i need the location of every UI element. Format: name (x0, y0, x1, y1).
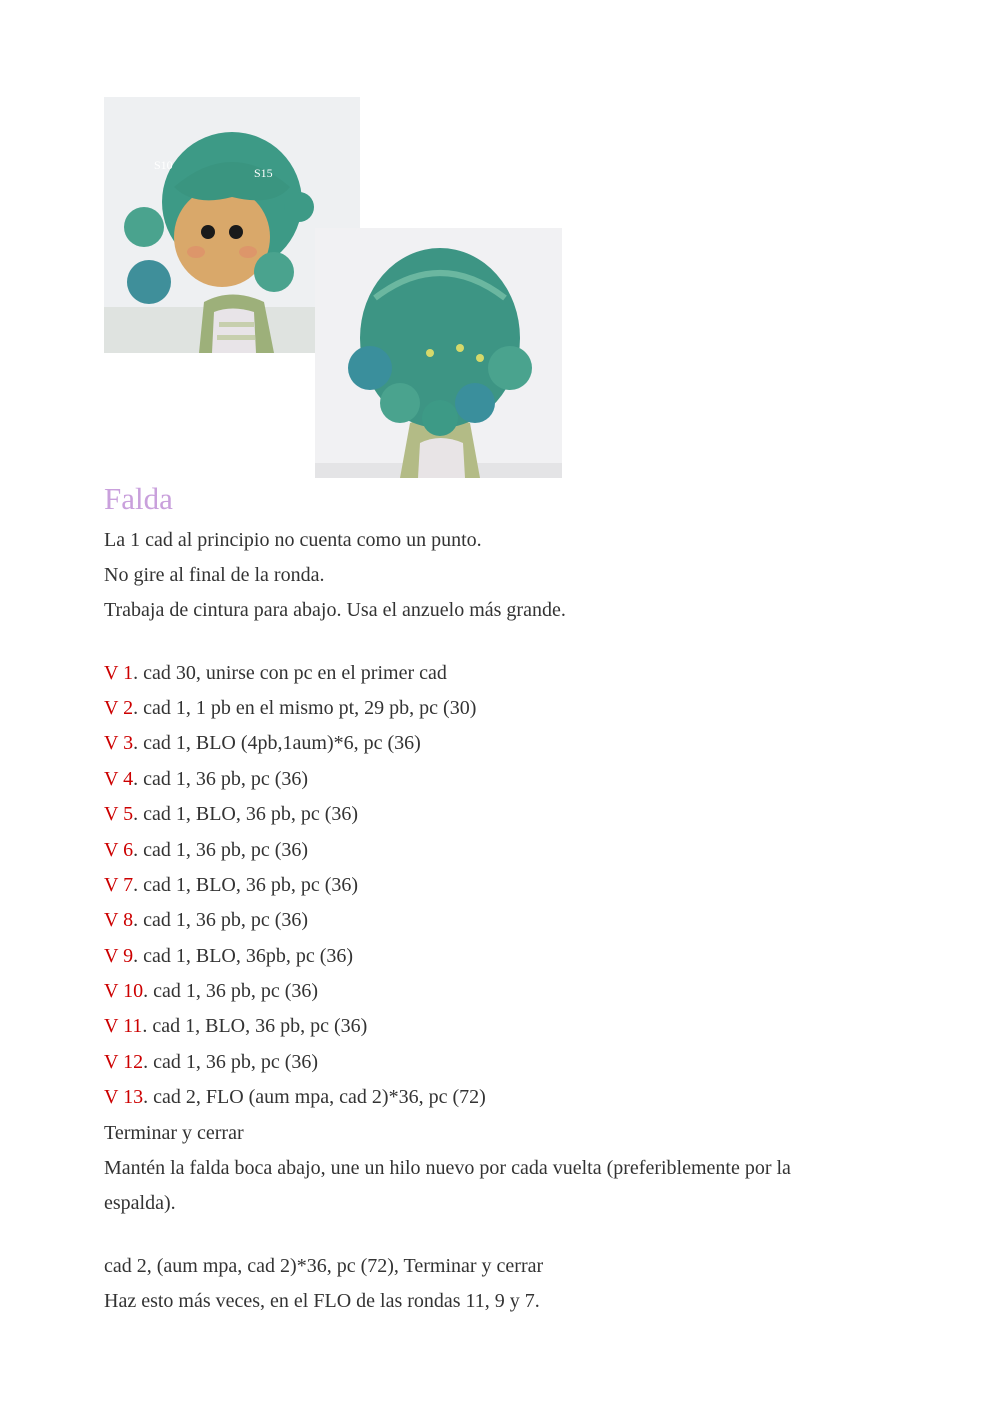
section-title: Falda (104, 481, 173, 516)
svg-text:S15: S15 (254, 166, 273, 180)
round-row (104, 1083, 486, 1111)
intro-line: No gire al final de la ronda. (104, 564, 325, 586)
doll-back-illustration (315, 228, 562, 478)
round-row (104, 977, 318, 1005)
round-text: . cad 1, BLO, 36pb, pc (36) (133, 945, 354, 967)
round-label: V 4 (104, 768, 134, 790)
round-row (104, 1012, 367, 1040)
round-row (104, 800, 358, 828)
round-row (104, 836, 308, 864)
round-text: . cad 1, BLO (4pb,1aum)*6, pc (36) (133, 732, 421, 754)
round-row (104, 765, 308, 793)
round-label: V 11 (104, 1015, 143, 1037)
round-text: . cad 1, 1 pb en el mismo pt, 29 pb, pc (30) (133, 697, 477, 719)
round-text: . cad 1, 36 pb, pc (36) (143, 980, 319, 1002)
round-label: V 9 (104, 945, 134, 967)
round-row (104, 871, 358, 899)
round-text: . cad 30, unirse con pc en el primer cad (133, 662, 447, 684)
round-label: V 10 (104, 980, 144, 1002)
round-row (104, 1048, 318, 1076)
finish-line: Terminar y cerrar (104, 1122, 244, 1144)
svg-text:S10: S10 (154, 158, 173, 172)
round-text: . cad 1, BLO, 36 pb, pc (36) (133, 803, 359, 825)
intro-line: Trabaja de cintura para abajo. Usa el anzuelo más grande. (104, 599, 566, 621)
round-text: . cad 1, 36 pb, pc (36) (133, 909, 309, 931)
round-text: . cad 1, BLO, 36 pb, pc (36) (133, 874, 359, 896)
round-row (104, 729, 421, 757)
extra-line: Haz esto más veces, en el FLO de las rondas 11, 9 y 7. (104, 1290, 540, 1312)
doll-back-photo (315, 228, 562, 478)
round-label: V 2 (104, 697, 134, 719)
round-label: V 5 (104, 803, 134, 825)
round-row (104, 906, 308, 934)
round-label: V 1 (104, 662, 134, 684)
note-line: Mantén la falda boca abajo, une un hilo nuevo por cada vuelta (preferiblemente por la (104, 1157, 791, 1179)
round-text: . cad 1, 36 pb, pc (36) (143, 1051, 319, 1073)
round-row (104, 659, 447, 687)
round-row (104, 942, 353, 970)
round-text: . cad 1, 36 pb, pc (36) (133, 839, 309, 861)
round-label: V 6 (104, 839, 134, 861)
round-text: . cad 1, 36 pb, pc (36) (133, 768, 309, 790)
extra-line: cad 2, (aum mpa, cad 2)*36, pc (72), Terminar y cerrar (104, 1255, 544, 1277)
round-label: V 7 (104, 874, 134, 896)
round-row (104, 694, 476, 722)
round-text: . cad 2, FLO (aum mpa, cad 2)*36, pc (72) (143, 1086, 486, 1108)
round-label: V 8 (104, 909, 134, 931)
round-label: V 12 (104, 1051, 144, 1073)
round-text: . cad 1, BLO, 36 pb, pc (36) (142, 1015, 368, 1037)
round-label: V 13 (104, 1086, 144, 1108)
round-label: V 3 (104, 732, 134, 754)
intro-line: La 1 cad al principio no cuenta como un punto. (104, 529, 482, 551)
note-line: espalda). (104, 1192, 176, 1214)
